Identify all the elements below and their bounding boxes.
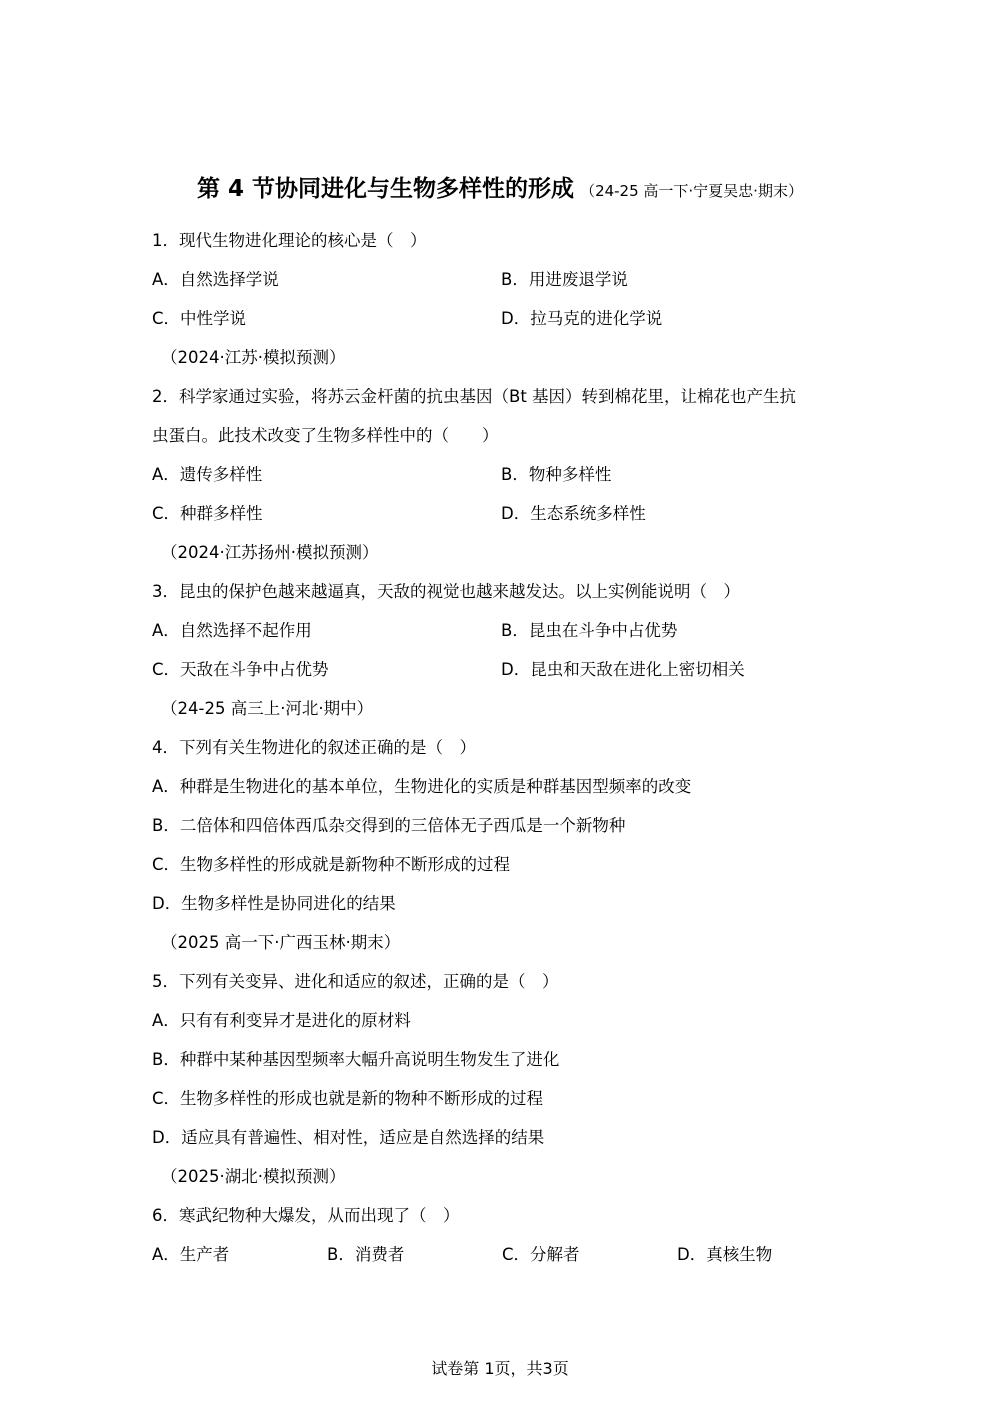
option: A．种群是生物进化的基本单位，生物进化的实质是种群基因型频率的改变	[152, 777, 692, 796]
option: A．自然选择学说	[152, 270, 279, 289]
option: C．分解者	[502, 1245, 580, 1264]
option: D．真核生物	[677, 1245, 773, 1264]
option: B．种群中某种基因型频率大幅升高说明生物发生了进化	[152, 1050, 560, 1069]
option: B．二倍体和四倍体西瓜杂交得到的三倍体无子西瓜是一个新物种	[152, 816, 626, 835]
title-main: 第 4 节协同进化与生物多样性的形成	[197, 176, 575, 202]
option: C．生物多样性的形成也就是新的物种不断形成的过程	[152, 1089, 544, 1108]
option: B．昆虫在斗争中占优势	[501, 621, 678, 640]
question-stem: 4．下列有关生物进化的叙述正确的是（ ）	[152, 738, 476, 757]
question-source: （2025 高一下·广西玉林·期末）	[161, 933, 401, 952]
option: C．生物多样性的形成就是新物种不断形成的过程	[152, 855, 511, 874]
question-stem: 2．科学家通过实验，将苏云金杆菌的抗虫基因（Bt 基因）转到棉花里，让棉花也产生抗	[152, 387, 797, 406]
question-source: （2025·湖北·模拟预测）	[161, 1167, 346, 1186]
option-grid	[152, 267, 852, 345]
question-stem: 5．下列有关变异、进化和适应的叙述，正确的是（ ）	[152, 972, 559, 991]
question-stem: 3．昆虫的保护色越来越逼真，天敌的视觉也越来越发达。以上实例能说明（ ）	[152, 582, 740, 601]
option: D．生态系统多样性	[501, 504, 646, 523]
title-source: （24-25 高一下·宁夏吴忠·期末）	[580, 182, 803, 200]
option: C．中性学说	[152, 309, 247, 328]
option-grid	[152, 462, 852, 540]
option: D．昆虫和天敌在进化上密切相关	[501, 660, 745, 679]
option: B．用进废退学说	[501, 270, 628, 289]
option-grid	[152, 1242, 852, 1281]
question-list	[152, 228, 852, 1281]
option: A．生产者	[152, 1245, 230, 1264]
option: A．遗传多样性	[152, 465, 263, 484]
question-source: （24-25 高三上·河北·期中）	[161, 699, 374, 718]
option: C．天敌在斗争中占优势	[152, 660, 329, 679]
question-stem: 6．寒武纪物种大爆发，从而出现了（ ）	[152, 1206, 460, 1225]
option: D．生物多样性是协同进化的结果	[152, 894, 396, 913]
option: D．拉马克的进化学说	[501, 309, 663, 328]
option-grid	[152, 618, 852, 696]
question-source: （2024·江苏扬州·模拟预测）	[161, 543, 379, 562]
option: C．种群多样性	[152, 504, 263, 523]
page-footer: 试卷第 1页，共3页	[431, 1359, 569, 1378]
page-title	[0, 170, 1000, 203]
question-stem: 虫蛋白。此技术改变了生物多样性中的（ ）	[152, 426, 499, 445]
option: B．消费者	[327, 1245, 405, 1264]
option: B．物种多样性	[501, 465, 612, 484]
option: D．适应具有普遍性、相对性，适应是自然选择的结果	[152, 1128, 545, 1147]
option: A．自然选择不起作用	[152, 621, 312, 640]
option: A．只有有利变异才是进化的原材料	[152, 1011, 411, 1030]
question-stem: 1．现代生物进化理论的核心是（ ）	[152, 231, 427, 250]
question-source: （2024·江苏·模拟预测）	[161, 348, 346, 367]
